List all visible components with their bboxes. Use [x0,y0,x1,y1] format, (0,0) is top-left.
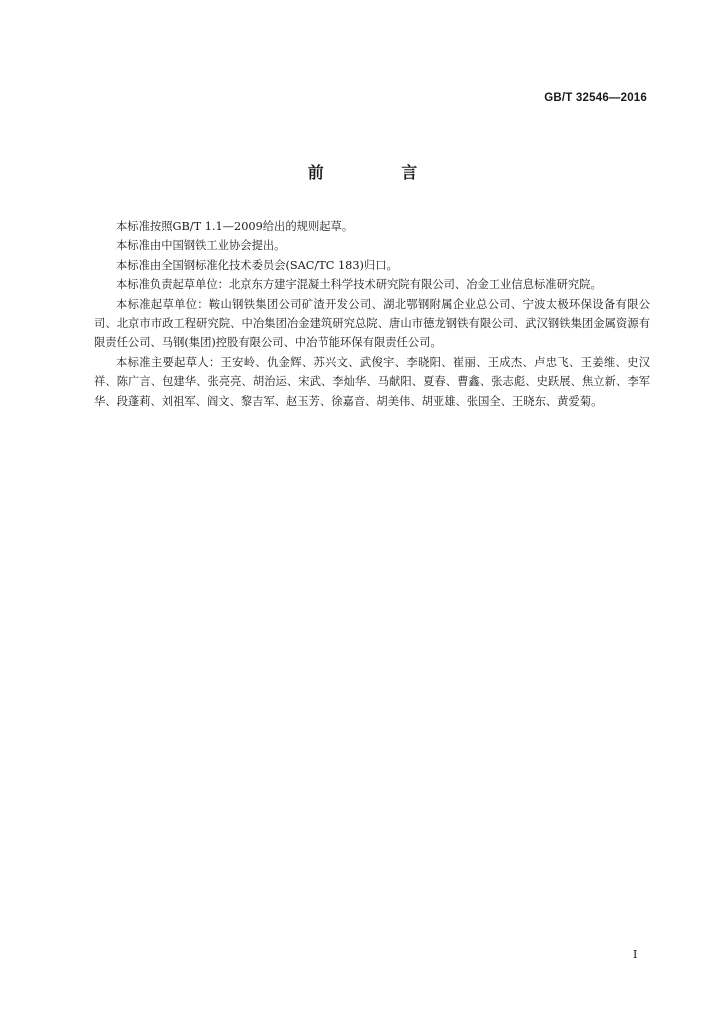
paragraph-proposer: 本标准由中国钢铁工业协会提出。 [116,239,286,253]
paragraph-technical-committee: 本标准由全国钢标准化技术委员会(SAC/TC 183)归口。 [116,258,398,272]
foreword-body [94,217,650,411]
paragraph-main-drafters: 本标准主要起草人：王安岭、仇金辉、苏兴文、武俊宇、李晓阳、崔丽、王成杰、卢忠飞、王姜维、史汉祥、陈广言、包建华、张亮亮、胡治运、宋武、李灿华、马献阳、夏春、曹鑫、张志彪、史跃展、焦立新、李军华、段蓬莉、刘祖军、阎文、黎吉军、赵玉芳、徐嘉音、胡美伟、胡亚雄、张国全、王晓东、黄爱菊。 [94,355,650,408]
standard-code: GB/T 32546—2016 [544,92,647,104]
paragraph-responsible-drafter: 本标准负责起草单位：北京东方建宇混凝土科学技术研究院有限公司、冶金工业信息标准研究院。 [116,278,602,292]
paragraph-drafting-rules: 本标准按照GB/T 1.1—2009给出的规则起草。 [116,220,354,233]
page-title: 前 言 [307,163,454,182]
page-number: I [633,948,638,961]
paragraph-drafting-units: 本标准起草单位：鞍山钢铁集团公司矿渣开发公司、湖北鄂钢附属企业总公司、宁波太极环保设备有限公司、北京市市政工程研究院、中冶集团冶金建筑研究总院、唐山市德龙钢铁有限公司、武汉钢铁集团金属资源有限责任公司、马钢(集团)控股有限公司、中冶节能环保有限责任公司。 [94,297,650,350]
